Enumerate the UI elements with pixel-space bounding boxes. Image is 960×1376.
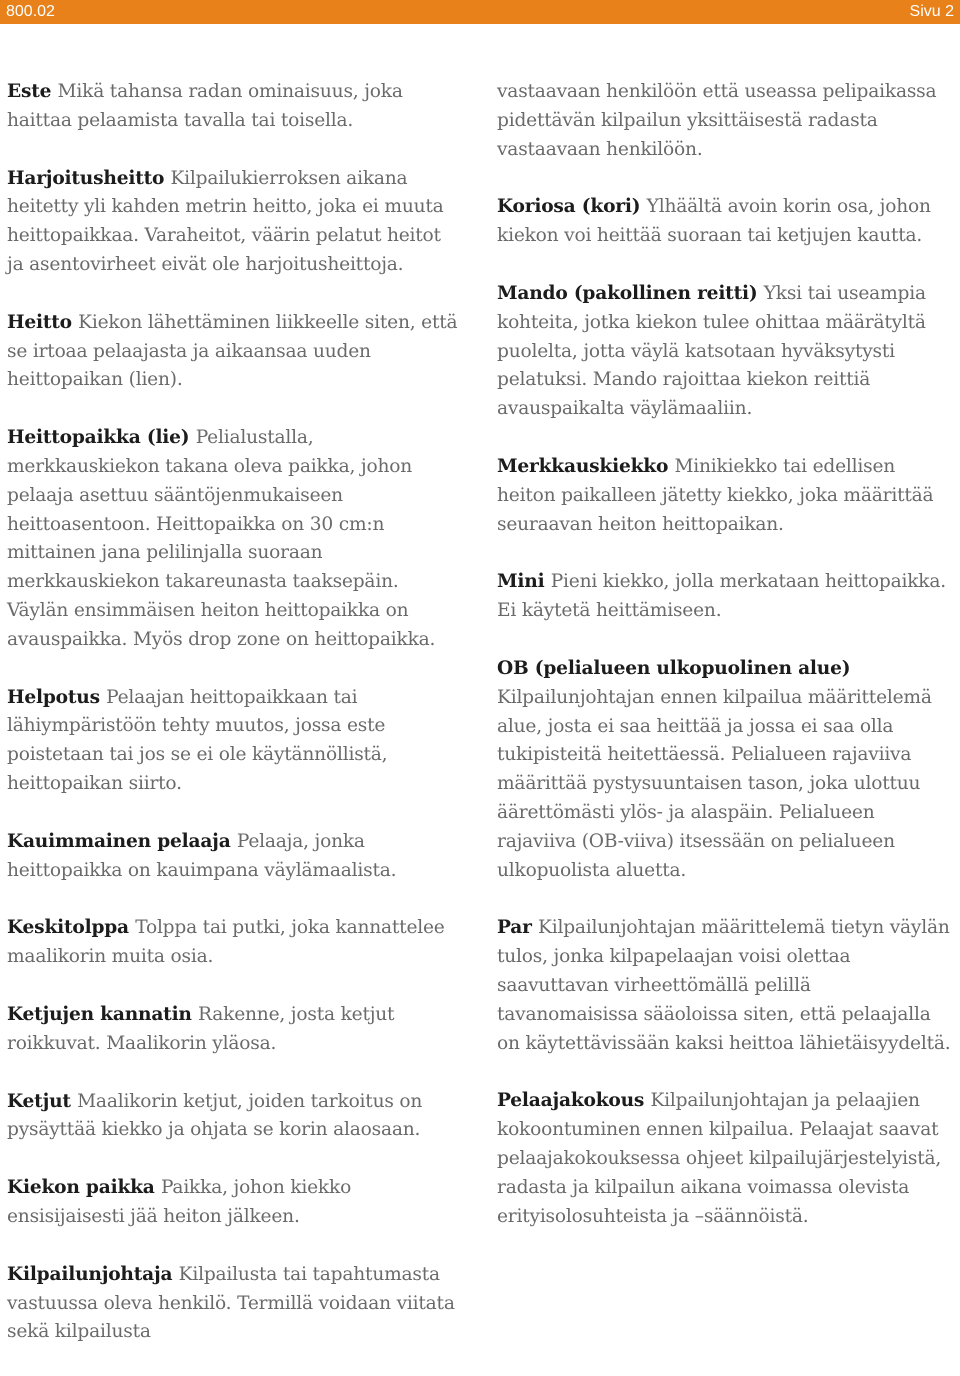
glossary-entry [497, 655, 952, 885]
glossary-term: Mando (pakollinen reitti) [497, 282, 758, 304]
glossary-term: Helpotus [7, 686, 100, 708]
glossary-entry [7, 424, 462, 654]
glossary-term: Koriosa (kori) [497, 196, 641, 218]
glossary-continuation: vastaavaan henkilöön että useassa pelipaikassa pidettävän kilpailun yksittäisestä radasta vastaavaan henkilöön. [497, 81, 937, 160]
glossary-definition: Tolppa tai putki, joka kannattelee maalikorin muita osia. [7, 917, 445, 968]
glossary-definition: Kilpailusta tai tapahtumasta vastuussa oleva henkilö. Termillä voidaan viitata sekä kilpailusta [7, 1263, 455, 1343]
glossary-entry [7, 914, 462, 972]
glossary-definition: Rakenne, josta ketjut roikkuvat. Maalikorin yläosa. [7, 1003, 395, 1054]
document-code: 800.02 [6, 3, 55, 20]
glossary-term: Pelaajakokous [497, 1090, 645, 1112]
glossary-entry [7, 78, 462, 136]
glossary-entry [497, 914, 952, 1058]
glossary-entry [497, 453, 952, 539]
glossary-term: Heittopaikka (lie) [7, 427, 190, 449]
glossary-entry [497, 568, 952, 626]
left-column [7, 78, 462, 1376]
glossary-entry [7, 1088, 462, 1146]
glossary-entry [7, 165, 462, 280]
glossary-definition: Kiekon lähettäminen liikkeelle siten, että se irtoaa pelaajasta ja aikaansaa uuden heittopaikan (lien). [7, 311, 458, 391]
glossary-term: Ketjut [7, 1090, 71, 1112]
glossary-entry [7, 1261, 462, 1347]
glossary-term: Mini [497, 571, 545, 593]
glossary-term: Kiekon paikka [7, 1177, 155, 1199]
glossary-entry [7, 684, 462, 799]
glossary-term: Kilpailunjohtaja [7, 1263, 173, 1285]
glossary-definition: Mikä tahansa radan ominaisuus, joka haittaa pelaamista tavalla tai toisella. [7, 81, 403, 131]
right-column [497, 78, 952, 1260]
glossary-definition: Pelaaja, jonka heittopaikka on kauimpana väylämaalista. [7, 830, 397, 881]
glossary-entry [497, 193, 952, 251]
glossary-definition: Pelaajan heittopaikkaan tai lähiympäristöön tehty muutos, jossa este poistetaan tai jos se ei ole käytännöllistä, heittopaikan siirto. [7, 686, 388, 794]
glossary-entry [7, 1001, 462, 1059]
glossary-definition: Yksi tai useampia kohteita, jotka kiekon tulee ohittaa määrätyltä puolelta, jotta väylä katsotaan hyväksytysti pelatuksi. Mando rajoittaa kiekon reittiä avauspaikalta väylämaaliin. [497, 282, 926, 420]
glossary-entry [497, 1087, 952, 1231]
glossary-term: Ketjujen kannatin [7, 1003, 192, 1025]
glossary-definition: Paikka, johon kiekko ensisijaisesti jää heiton jälkeen. [7, 1177, 352, 1227]
glossary-term: Harjoitusheitto [7, 167, 165, 189]
glossary-definition: Kilpailunjohtajan ja pelaajien kokoontuminen ennen kilpailua. Pelaajat saavat pelaajakokouksessa ohjeet kilpailujärjestelyistä, radasta ja kilpailun aikana voimassa olevista erityisolosuhteista ja –säännöistä. [497, 1090, 942, 1227]
glossary-definition: Pelialustalla, merkkauskiekon takana oleva paikka, johon pelaaja asettuu sääntöjenmukaiseen heittoasentoon. Heittopaikka on 30 cm:n mittainen jana pelilinjalla suoraan merkkauskiekon takareunasta taaksepäin. Väylän ensimmäisen heiton heittopaikka on avauspaikka. Myös drop zone on heittopaikka. [7, 427, 436, 650]
glossary-term: Merkkauskiekko [497, 455, 669, 477]
glossary-definition: Pieni kiekko, jolla merkataan heittopaikka. Ei käytetä heittämiseen. [497, 571, 946, 622]
glossary-term: Par [497, 917, 532, 939]
page-number: Sivu 2 [909, 3, 954, 20]
glossary-definition: Kilpailukierroksen aikana heitetty yli kahden metrin heitto, joka ei muuta heittopaikkaa. Varaheitot, väärin pelatut heitot ja asentovirheet eivät ole harjoitusheittoja. [7, 167, 444, 275]
glossary-term: Heitto [7, 311, 72, 333]
glossary-term: Kauimmainen pelaaja [7, 830, 231, 852]
glossary-term: Keskitolppa [7, 917, 129, 939]
glossary-definition: Kilpailunjohtajan määrittelemä tietyn väylän tulos, jonka kilpapelaajan voisi olettaa saavuttavan virheettömällä pelillä tavanomaisissa sääoloissa siten, että pelaajalla on käytettävissään kaksi heittoa lähietäisyydeltä. [497, 917, 951, 1054]
glossary-entry [7, 1174, 462, 1232]
glossary-definition: Kilpailunjohtajan ennen kilpailua määrittelemä alue, josta ei saa heittää ja jossa ei saa olla tukipisteitä heitettäessä. Pelialueen rajaviiva määrittää pystysuuntaisen tason, joka ulottuu äärettömästi ylös- ja alaspäin. Pelialueen rajaviiva (OB-viiva) itsessään on pelialueen ulkopuolista aluetta. [497, 686, 932, 881]
glossary-entry [497, 280, 952, 424]
glossary-definition: Maalikorin ketjut, joiden tarkoitus on pysäyttää kiekko ja ohjata se korin alaosaan. [7, 1090, 423, 1141]
glossary-entry [7, 309, 462, 395]
page-header [0, 0, 960, 24]
glossary-term: OB (pelialueen ulkopuolinen alue) [497, 657, 851, 679]
glossary-entry [7, 828, 462, 886]
glossary-term: Este [7, 81, 52, 102]
glossary-definition: Ylhäältä avoin korin osa, johon kiekon voi heittää suoraan tai ketjujen kautta. [497, 196, 931, 247]
glossary-definition: Minikiekko tai edellisen heiton paikalleen jätetty kiekko, joka määrittää seuraavan heiton heittopaikan. [497, 455, 934, 535]
